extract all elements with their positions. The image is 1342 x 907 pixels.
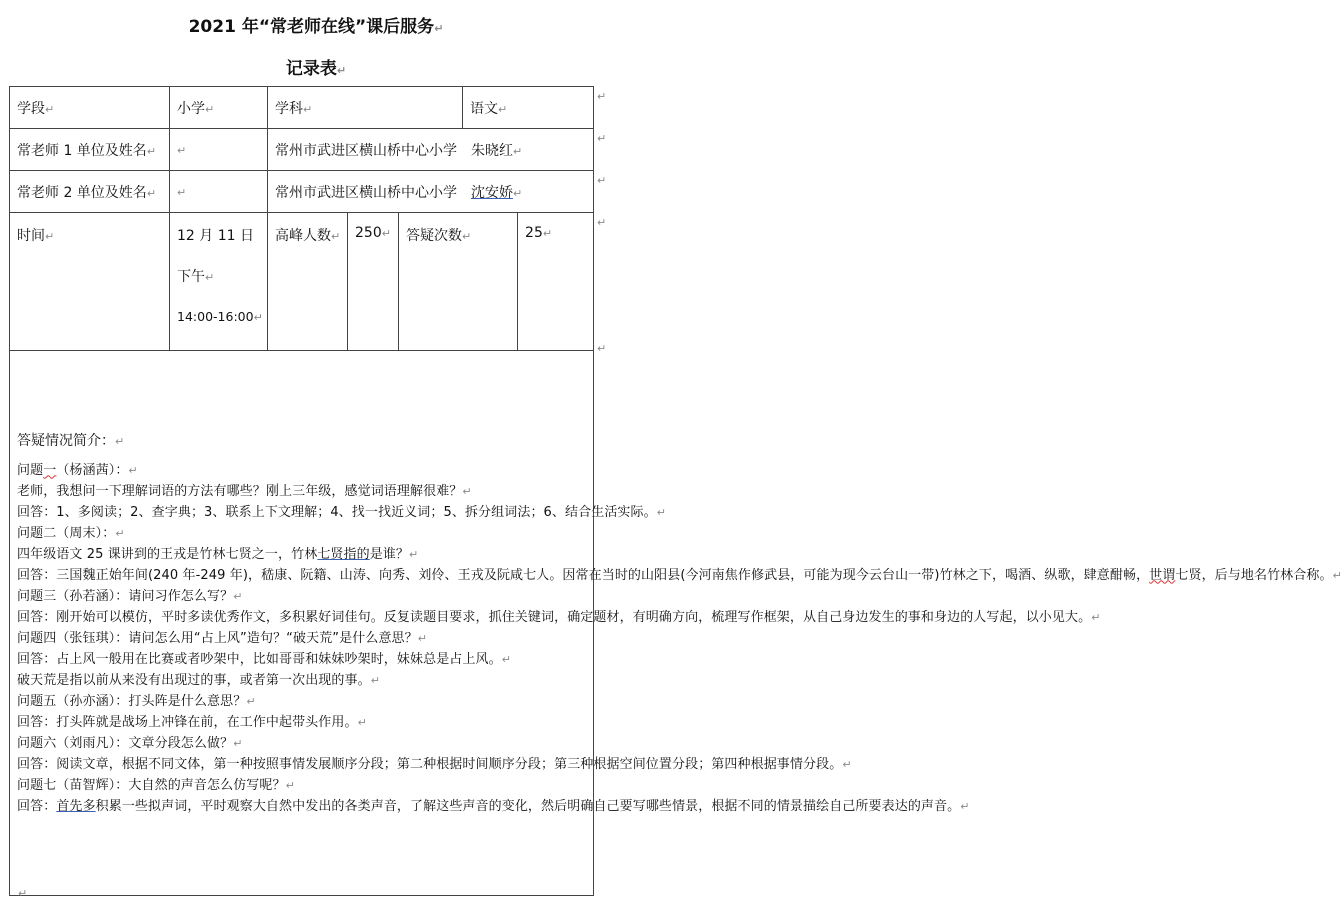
paragraph-mark: ↵ bbox=[434, 22, 444, 35]
teacher2-name: 沈安娇 bbox=[471, 184, 513, 201]
time-range: 14:00-16:00↵ bbox=[177, 309, 263, 324]
answer-2: 回答：三国魏正始年间(240 年-249 年)，嵇康、阮籍、山涛、向秀、刘伶、王戎及阮咸七人。因常在当时的山阳县(今河南焦作修武县，可能为现今云台山一带)竹林之下，喝酒、纵歌，肆意酣畅，世谓七贤，后与地名竹林合称。↵ bbox=[17, 567, 1342, 583]
qa-summary-cell bbox=[10, 351, 1342, 896]
question-1-head: 问题一（杨涵茜）：↵ bbox=[17, 462, 138, 478]
qa-content bbox=[17, 460, 1342, 817]
answer-4: 回答：占上风一般用在比赛或者吵架中，比如哥哥和妹妹吵架时，妹妹总是占上风。↵ bbox=[17, 651, 512, 667]
qa-count-value-cell: 25↵ bbox=[518, 213, 594, 351]
question-2-head: 问题二（周末）：↵ bbox=[17, 525, 125, 541]
teacher1-value-cell: 常州市武进区横山桥中心小学 朱晓红↵ bbox=[268, 129, 594, 171]
teacher2-label-cell: 常老师 2 单位及姓名↵ bbox=[10, 171, 170, 213]
answer-3: 回答：刚开始可以模仿，平时多读优秀作文，多积累好词佳句。反复读题目要求，抓住关键词，确定题材，有明确方向，梳理写作框架，从自己身边发生的事和身边的人写起，以小见大。↵ bbox=[17, 609, 1101, 625]
question-7: 问题七（苗智辉）：大自然的声音怎么仿写呢？↵ bbox=[17, 777, 295, 793]
answer-7: 回答：首先多积累一些拟声词，平时观察大自然中发出的各类声音，了解这些声音的变化，然后明确自己要写哪些情景，根据不同的情景描绘自己所要表达的声音。↵ bbox=[17, 798, 970, 814]
question-2-text: 四年级语文 25 课讲到的王戎是竹林七贤之一，竹林七贤指的是谁？↵ bbox=[17, 546, 419, 562]
teacher1-spacer-cell: ↵ bbox=[170, 129, 268, 171]
record-table bbox=[9, 86, 1342, 896]
subject-label-cell: 学科↵ bbox=[268, 87, 463, 129]
answer-4-continued: 破天荒是指以前从来没有出现过的事，或者第一次出现的事。↵ bbox=[17, 672, 381, 688]
row-end-mark: ↵ bbox=[597, 132, 607, 145]
question-1-text: 老师，我想问一下理解词语的方法有哪些？刚上三年级，感觉词语理解很难？↵ bbox=[17, 483, 472, 499]
time-value-cell bbox=[170, 213, 268, 351]
end-paragraph-mark: ↵ bbox=[18, 887, 28, 900]
row-end-mark: ↵ bbox=[597, 342, 607, 355]
time-date: 12 月 11 日 bbox=[177, 228, 254, 244]
document-subtitle: 记录表↵ bbox=[285, 59, 347, 79]
question-6: 问题六（刘雨凡）：文章分段怎么做？↵ bbox=[17, 735, 243, 751]
teacher1-label-cell: 常老师 1 单位及姓名↵ bbox=[10, 129, 170, 171]
row-end-mark: ↵ bbox=[597, 174, 607, 187]
question-3: 问题三（孙若涵）：请问习作怎么写？↵ bbox=[17, 588, 243, 604]
question-4: 问题四（张钰琪）：请问怎么用“占上风”造句？“破天荒”是什么意思？↵ bbox=[17, 630, 428, 646]
answer-5: 回答：打头阵就是战场上冲锋在前，在工作中起带头作用。↵ bbox=[17, 714, 367, 730]
stage-value-cell: 小学↵ bbox=[170, 87, 268, 129]
stage-label-cell: 学段↵ bbox=[10, 87, 170, 129]
teacher2-value-cell: 常州市武进区横山桥中心小学 沈安娇↵ bbox=[268, 171, 594, 213]
answer-1: 回答：1、多阅读；2、查字典；3、联系上下文理解；4、找一找近义词；5、拆分组词法；6、结合生活实际。↵ bbox=[17, 504, 667, 520]
answer-6: 回答：阅读文章，根据不同文体，第一种按照事情发展顺序分段；第二种根据时间顺序分段；第三种根据空间位置分段；第四种根据事情分段。↵ bbox=[17, 756, 852, 772]
subject-value-cell: 语文↵ bbox=[463, 87, 594, 129]
document-title: 2021 年“常老师在线”课后服务↵ bbox=[188, 17, 444, 37]
time-label-cell: 时间↵ bbox=[10, 213, 170, 351]
paragraph-mark: ↵ bbox=[336, 64, 347, 77]
qa-count-label-cell: 答疑次数↵ bbox=[399, 213, 518, 351]
qa-intro-label: 答疑情况简介：↵ bbox=[17, 432, 125, 449]
question-5: 问题五（孙亦涵）：打头阵是什么意思？↵ bbox=[17, 693, 256, 709]
peak-value-cell: 250↵ bbox=[348, 213, 399, 351]
row-end-mark: ↵ bbox=[597, 90, 607, 103]
teacher2-spacer-cell: ↵ bbox=[170, 171, 268, 213]
time-period: 下午↵ bbox=[177, 269, 215, 285]
peak-label-cell: 高峰人数↵ bbox=[268, 213, 348, 351]
row-end-mark: ↵ bbox=[597, 216, 607, 229]
